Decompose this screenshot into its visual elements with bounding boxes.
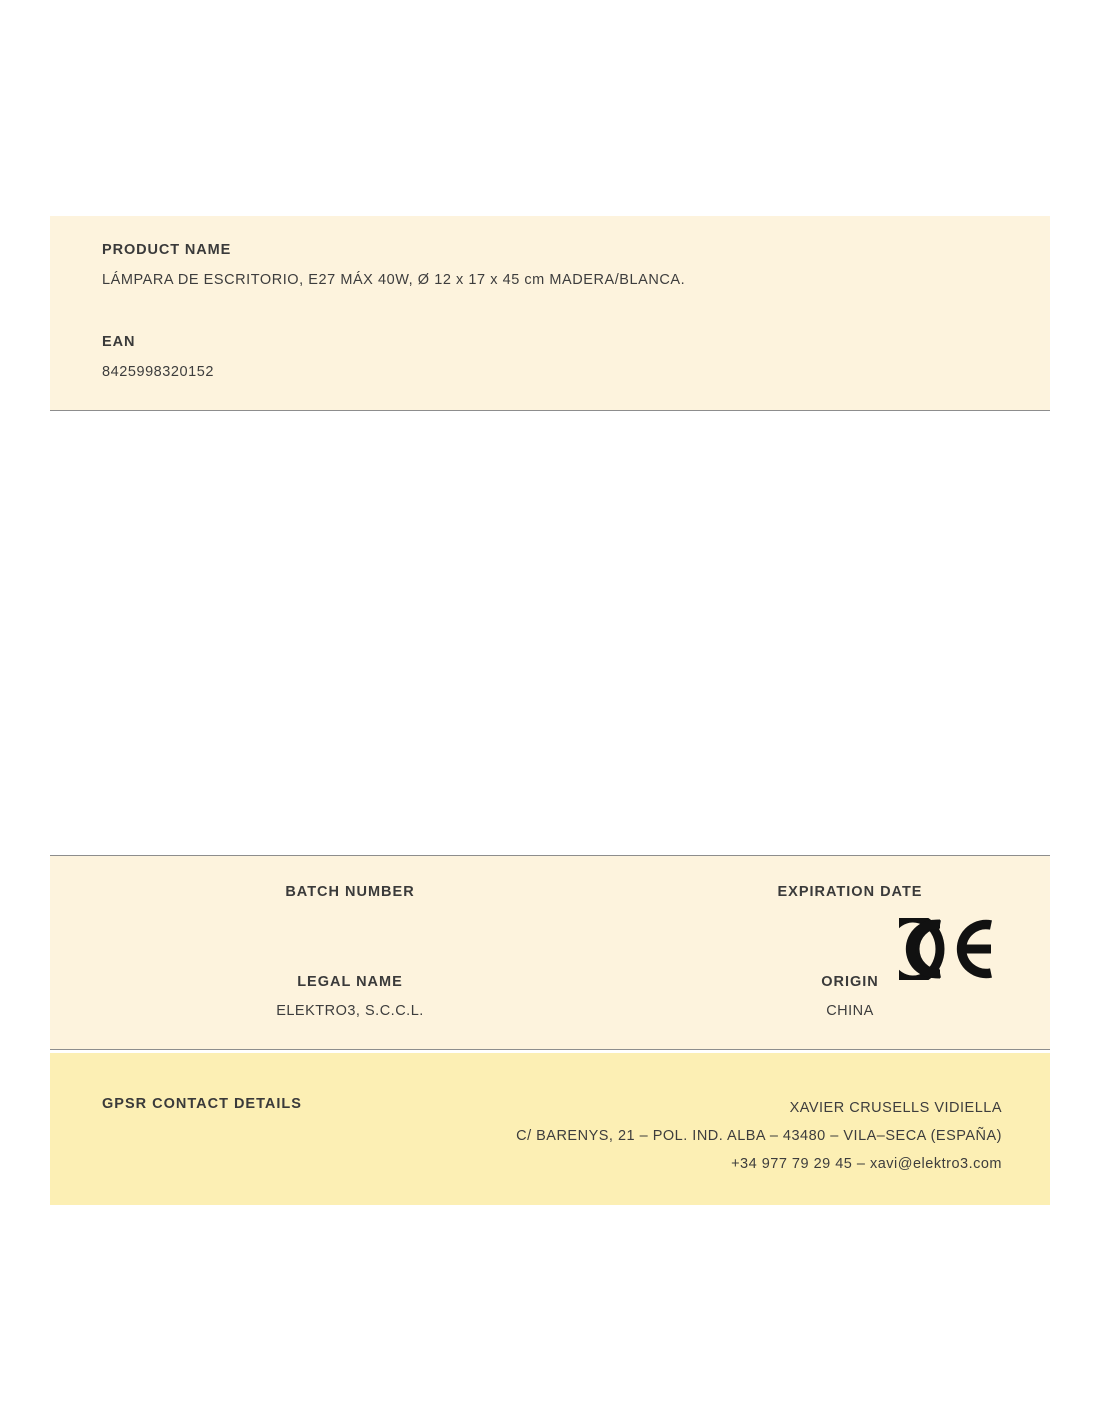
legal-name-label: LEGAL NAME [297,974,403,990]
ce-mark-icon [899,918,995,980]
product-name-label: PRODUCT NAME [102,242,232,258]
gpsr-contact-label: GPSR CONTACT DETAILS [102,1096,302,1112]
legal-name-value: ELEKTRO3, S.C.C.L. [276,1003,424,1020]
gpsr-contact-details [516,1094,1002,1178]
field-spacer [102,288,998,334]
gpsr-contact-address: C/ BARENYS, 21 – POL. IND. ALBA – 43480 – VILA–SECA (ESPAÑA) [516,1128,1002,1144]
gpsr-contact-phone-email: +34 977 79 29 45 – xavi@elektro3.com [731,1156,1002,1172]
expiration-date-label: EXPIRATION DATE [777,884,923,900]
origin-label: ORIGIN [821,974,879,990]
gpsr-contact-name: XAVIER CRUSELLS VIDIELLA [789,1100,1002,1116]
batch-number-value [50,913,650,929]
manufacturing-info-block [50,855,1050,1050]
batch-number-cell [50,884,650,929]
ean-value: 8425998320152 [102,364,214,380]
product-details-block [50,216,1050,411]
gpsr-contact-block [50,1053,1050,1205]
origin-value: CHINA [826,1003,874,1020]
product-name-value: LÁMPARA DE ESCRITORIO, E27 MÁX 40W, Ø 12 x 17 x 45 cm MADERA/BLANCA. [102,272,686,288]
info-row-legal-origin [50,974,1050,1021]
origin-cell [650,974,1050,1021]
batch-number-label: BATCH NUMBER [285,884,415,900]
legal-name-cell [50,974,650,1021]
ean-label: EAN [102,334,136,350]
